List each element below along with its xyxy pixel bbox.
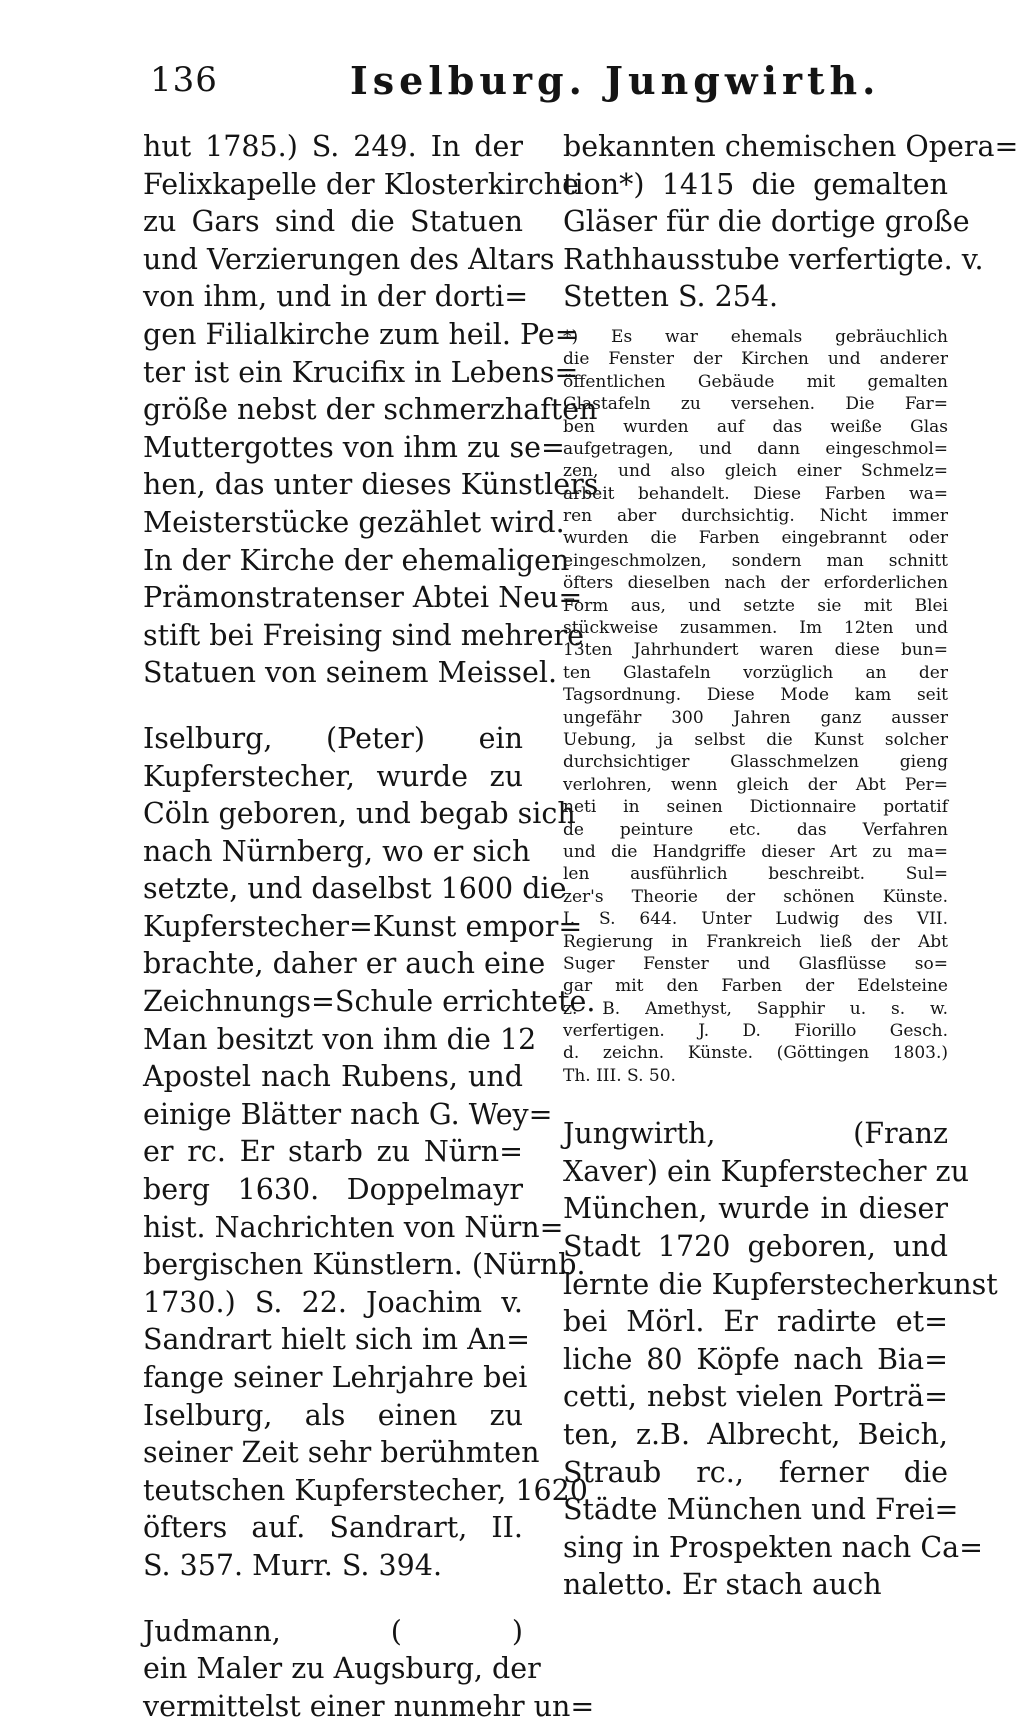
text-line: zu Gars sind die Statuen [143,205,523,239]
text-line: S. 357. Murr. S. 394. [143,1548,442,1582]
text-line: Iselburg, (Peter) ein [143,721,523,755]
footnote-line: zer's Theorie der schönen Künste. [563,886,948,907]
text-line: hut 1785.) S. 249. In der [143,130,523,163]
text-line: ter ist ein Krucifix in Lebens= [143,355,579,389]
footnote-line: ungefähr 300 Jahren ganz ausser [563,707,948,728]
text-line: bergischen Künstlern. (Nürnb. [143,1248,586,1282]
text-line: hist. Nachrichten von Nürn= [143,1210,564,1244]
entry-continuation [143,128,599,692]
text-line: größe nebst der schmerzhaften [143,393,598,427]
text-line: öfters auf. Sandrart, II. [143,1511,523,1545]
text-line: teutschen Kupferstecher, 1620 [143,1473,588,1507]
entry-iselburg [143,720,596,1585]
text-line: setzte, und daselbst 1600 die [143,872,567,906]
text-line: bei Mörl. Er radirte et= [563,1305,948,1339]
page-number: 136 [150,60,218,100]
left-column [143,128,599,1725]
footnote-line: gar mit den Farben der Edelsteine [563,976,948,997]
text-line: Kupferstecher=Kunst empor= [143,909,583,943]
footnote-line: aufgetragen, und dann eingeschmol= [563,438,948,459]
text-line: Stadt 1720 geboren, und [563,1230,948,1264]
text-line: Cöln geboren, und begab sich [143,797,576,831]
footnote-line: Suger Fenster und Glasflüsse so= [563,953,948,974]
footnote-line: Th. III. S. 50. [563,1065,676,1086]
text-line: gen Filialkirche zum heil. Pe= [143,317,579,351]
text-line: und Verzierungen des Altars [143,242,555,276]
entry-continuation [563,128,1018,316]
text-line: Felixkapelle der Klosterkirche [143,167,580,201]
text-line: bekannten chemischen Opera= [563,130,1018,163]
text-line: fange seiner Lehrjahre bei [143,1361,528,1394]
footnote-line: 13ten Jahrhundert waren diese bun= [563,640,948,661]
footnote-line: öffentlichen Gebäude mit gemalten [563,371,948,392]
text-line: Kupferstecher, wurde zu [143,759,523,793]
text-line: nach Nürnberg, wo er sich [143,834,531,868]
footnote-line: zen, und also gleich einer Schmelz= [563,461,948,482]
text-line: ten, z.B. Albrecht, Beich, [563,1418,948,1451]
text-line: berg 1630. Doppelmayr [143,1173,523,1207]
text-line: Rathhausstube verfertigte. v. [563,242,984,276]
footnote-line: Glastafeln zu versehen. Die Far= [563,394,948,415]
text-line: hen, das unter dieses Künstlers [143,468,599,502]
footnote-line: eingeschmolzen, sondern man schnitt [563,550,948,571]
entry-jungwirth [563,1115,998,1604]
text-line: vermittelst einer nunmehr un= [143,1689,595,1723]
text-line: Iselburg, als einen zu [143,1398,523,1432]
footnote-line: öfters dieselben nach der erforderlichen [563,573,948,594]
footnote-line: I. S. 644. Unter Ludwig des VII. [563,909,948,930]
text-line: Muttergottes von ihm zu se= [143,430,565,464]
text-line: Zeichnungs=Schule errichtete. [143,985,596,1019]
text-line: einige Blätter nach G. Wey= [143,1097,553,1131]
footnote-line: wurden die Farben eingebrannt oder [563,528,948,549]
footnote-line: Form aus, und setzte sie mit Blei [563,595,948,616]
text-line: cetti, nebst vielen Porträ= [563,1380,948,1414]
text-line: Statuen von seinem Meissel. [143,656,558,690]
running-head: Iselburg. Jungwirth. [350,58,881,103]
footnote-line: ten Glastafeln vorzüglich an der [563,662,948,683]
footnote-line: Tagsordnung. Diese Mode kam seit [563,685,948,706]
footnote-line: und die Handgriffe dieser Art zu ma= [563,841,948,862]
text-line: von ihm, und in der dorti= [143,280,529,314]
footnote-line: durchsichtiger Glasschmelzen gieng [563,752,948,773]
text-line: Gläser für die dortige große [563,205,970,239]
text-line: Straub rc., ferner die [563,1455,948,1489]
text-line: tion*) 1415 die gemalten [563,167,948,201]
text-line: naletto. Er stach auch [563,1568,882,1602]
text-line: stift bei Freising sind mehrere [143,618,584,652]
footnote-line: d. zeichn. Künste. (Göttingen 1803.) [563,1043,948,1064]
footnote-line: ben wurden auf das weiße Glas [563,416,948,437]
text-line: ein Maler zu Augsburg, der [143,1652,541,1686]
text-line: In der Kirche der ehemaligen [143,543,570,577]
text-line: Man besitzt von ihm die 12 [143,1022,537,1056]
text-line: er rc. Er starb zu Nürn= [143,1135,523,1169]
text-line: 1730.) S. 22. Joachim v. [143,1285,523,1319]
text-line: liche 80 Köpfe nach Bia= [563,1342,948,1376]
footnote [563,326,948,1087]
text-line: Judmann, ( ) [143,1614,523,1648]
footnote-line: *) Es war ehemals gebräuchlich [563,326,948,347]
footnote-line: len ausführlich beschreibt. Sul= [563,864,948,885]
text-line: Städte München und Frei= [563,1493,959,1527]
footnote-line: verlohren, wenn gleich der Abt Per= [563,774,948,795]
text-line: brachte, daher er auch eine [143,947,546,981]
text-line: Jungwirth, (Franz [563,1117,948,1151]
footnote-line: verfertigen. J. D. Fiorillo Gesch. [563,1021,948,1042]
footnote-line: neti in seinen Dictionnaire portatif [563,797,948,818]
entry-judmann [143,1613,595,1725]
footnote-line: die Fenster der Kirchen und anderer [563,349,948,370]
text-line: Stetten S. 254. [563,280,779,314]
text-line: Apostel nach Rubens, und [143,1060,523,1094]
footnote-line: stückweise zusammen. Im 12ten und [563,618,948,639]
text-line: lernte die Kupferstecherkunst [563,1267,998,1301]
page-header [0,52,1000,112]
footnote-line: ren aber durchsichtig. Nicht immer [563,506,948,527]
text-line: Prämonstratenser Abtei Neu= [143,581,583,615]
footnote-line: arbeit behandelt. Diese Farben wa= [563,483,948,504]
entry-gap [563,1087,948,1115]
text-line: Xaver) ein Kupferstecher zu [563,1154,969,1188]
text-line: sing in Prospekten nach Ca= [563,1530,984,1564]
text-line: München, wurde in dieser [563,1192,948,1226]
text-line: seiner Zeit sehr berühmten [143,1436,540,1470]
footnote-line: z. B. Amethyst, Sapphir u. s. w. [563,998,948,1019]
footnote-line: Uebung, ja selbst die Kunst solcher [563,730,948,750]
entry-gap [143,1585,523,1613]
footnote-line: de peinture etc. das Verfahren [563,819,948,840]
entry-gap [143,692,523,720]
footnote-line: Regierung in Frankreich ließ der Abt [563,931,948,952]
right-column [563,128,1018,1604]
text-line: Meisterstücke gezählet wird. [143,505,565,539]
text-line: Sandrart hielt sich im An= [143,1323,530,1357]
